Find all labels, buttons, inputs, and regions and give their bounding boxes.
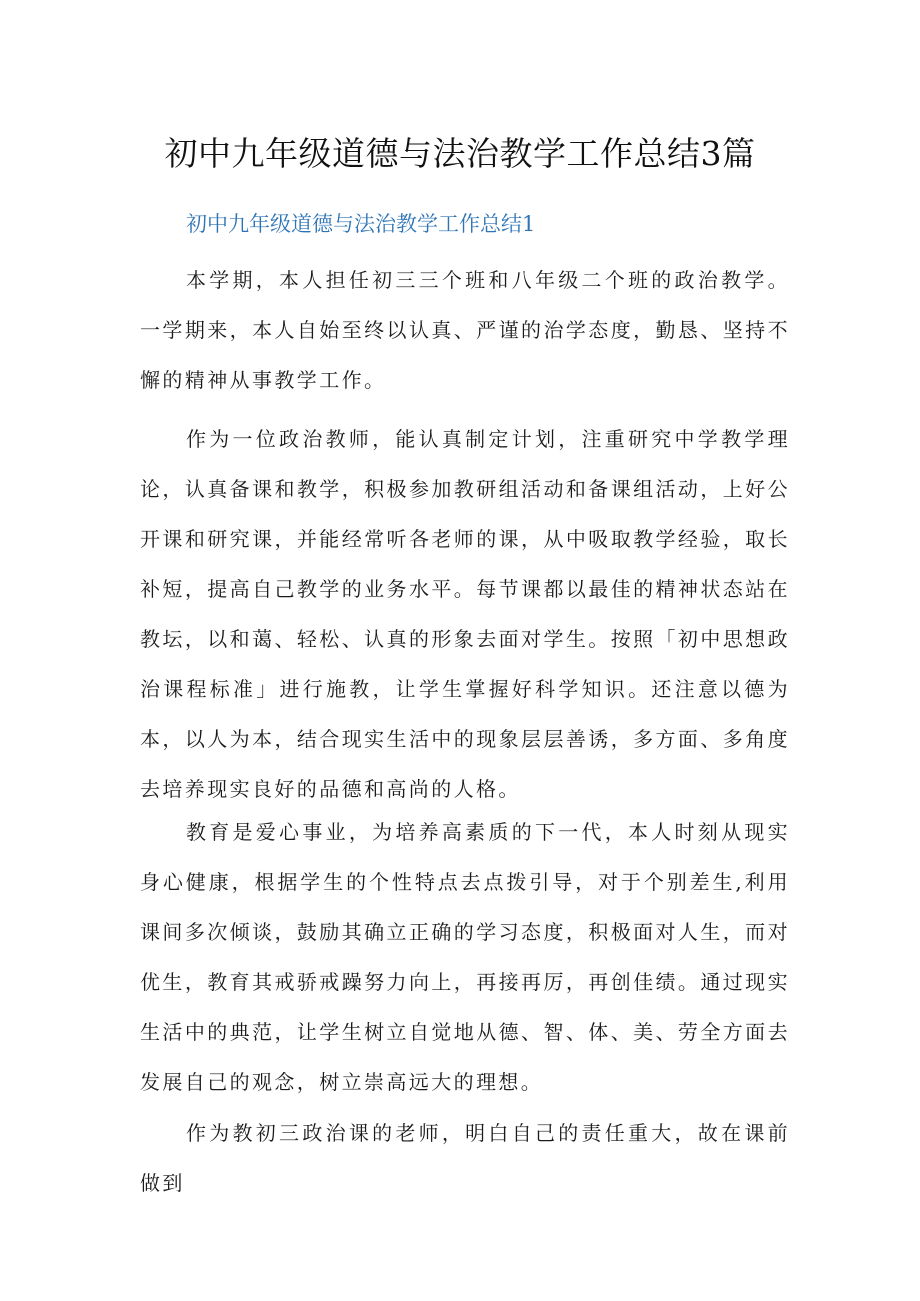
paragraph-2: 作为一位政治教师，能认真制定计划，注重研究中学教学理论，认真备课和教学，积极参加教研组活动和备课组活动，上好公开课和研究课，并能经常听各老师的课，从中吸取教学经验，取长补短，提高自己教学的业务水平。每节课都以最佳的精神状态站在教坛，以和蔼、轻松、认真的形象去面对学生。按照「初中思想政治课程标准」进行施教，让学生掌握好科学知识。还注意以德为本，以人为本，结合现实生活中的现象层层善诱，多方面、多角度去培养现实良好的品德和高尚的人格。 xyxy=(140,427,790,801)
section-heading: 初中九年级道德与法治教学工作总结1 xyxy=(186,212,536,236)
paragraph-1: 本学期，本人担任初三三个班和八年级二个班的政治教学。一学期来，本人自始至终以认真、严谨的治学态度，勤恳、坚持不懈的精神从事教学工作。 xyxy=(140,268,790,392)
paragraph-3: 教育是爱心事业，为培养高素质的下一代，本人时刻从现实身心健康，根据学生的个性特点去点拨引导，对于个别差生,利用课间多次倾谈，鼓励其确立正确的学习态度，积极面对人生，而对优生，教育其戒骄戒躁努力向上，再接再厉，再创佳绩。通过现实生活中的典范，让学生树立自觉地从德、智、体、美、劳全方面去发展自己的观念，树立崇高远大的理想。 xyxy=(140,820,790,1094)
paragraph-4: 作为教初三政治课的老师，明白自己的责任重大，故在课前做到 xyxy=(140,1121,790,1195)
document-title: 初中九年级道德与法治教学工作总结3篇 xyxy=(164,134,756,173)
